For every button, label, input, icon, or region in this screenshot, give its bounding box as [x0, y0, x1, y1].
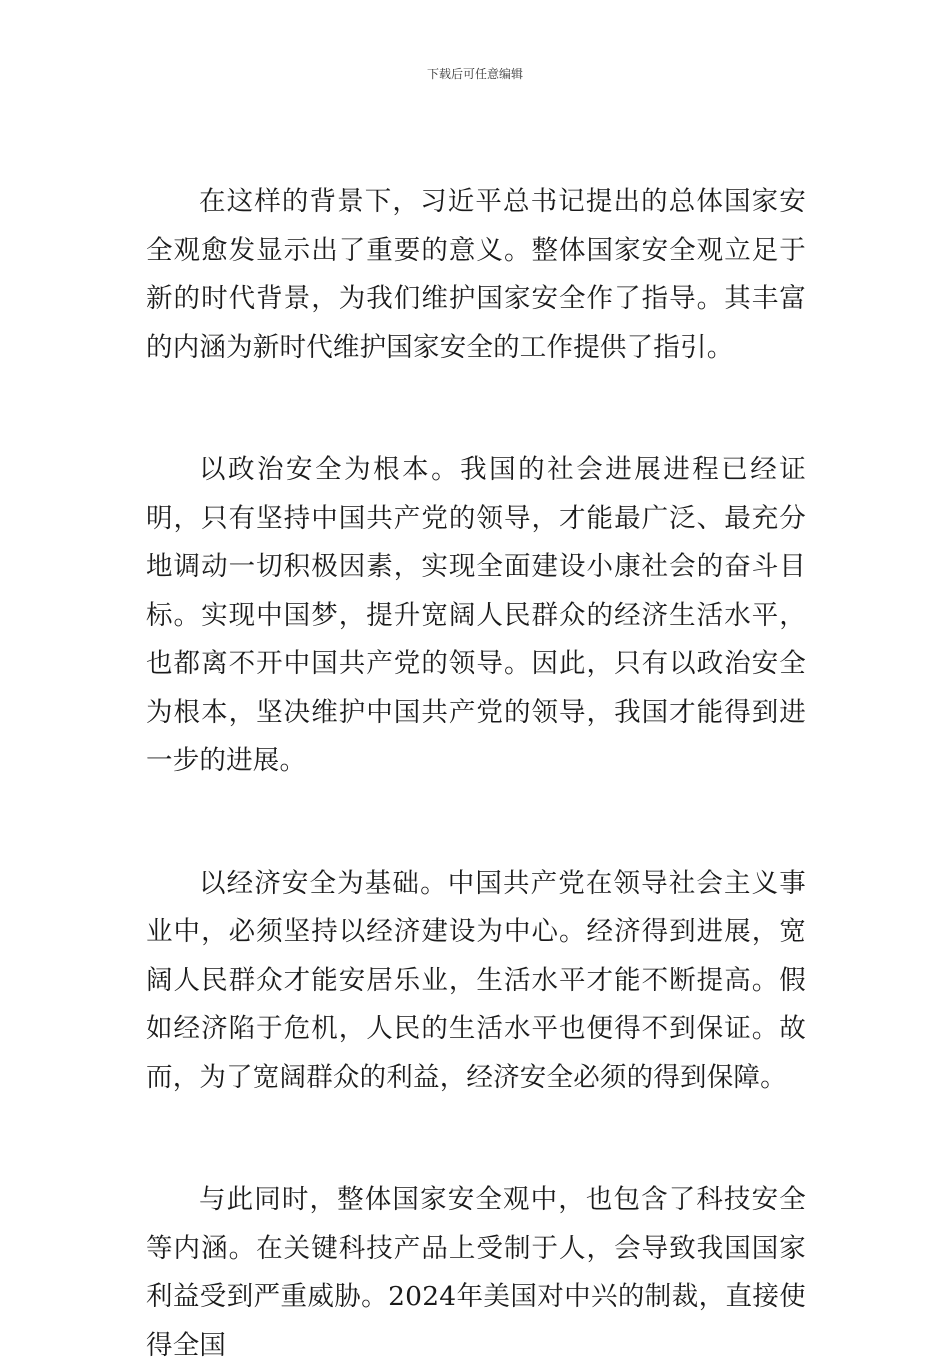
paragraph-2: 以政治安全为根本。我国的社会进展进程已经证明，只有坚持中国共产党的领导，才能最广泛、最充分地调动一切积极因素，实现全面建设小康社会的奋斗目标。实现中国梦，提升宽阔人民群众的经济生活水平，也都离不开中国共产党的领导。因此，只有以政治安全为根本，坚决维护中国共产党的领导，我国才能得到进一步的进展。 [146, 454, 806, 776]
paragraph-3: 以经济安全为基础。中国共产党在领导社会主义事业中，必须坚持以经济建设为中心。经济得到进展，宽阔人民群众才能安居乐业，生活水平才能不断提高。假如经济陷于危机，人民的生活水平也便得不到保证。故而，为了宽阔群众的利益，经济安全必须的得到保障。 [146, 867, 806, 1093]
document-body [146, 178, 806, 1370]
paragraph-1: 在这样的背景下，习近平总书记提出的总体国家安全观愈发显示出了重要的意义。整体国家安全观立足于新的时代背景，为我们维护国家安全作了指导。其丰富的内涵为新时代维护国家安全的工作提供了指引。 [146, 186, 806, 363]
header-note: 下载后可任意编辑 [426, 67, 523, 81]
paragraph-4: 与此同时，整体国家安全观中，也包含了科技安全等内涵。在关键科技产品上受制于人，会导致我国国家利益受到严重威胁。2024年美国对中兴的制裁，直接使得全国 [146, 1184, 806, 1361]
